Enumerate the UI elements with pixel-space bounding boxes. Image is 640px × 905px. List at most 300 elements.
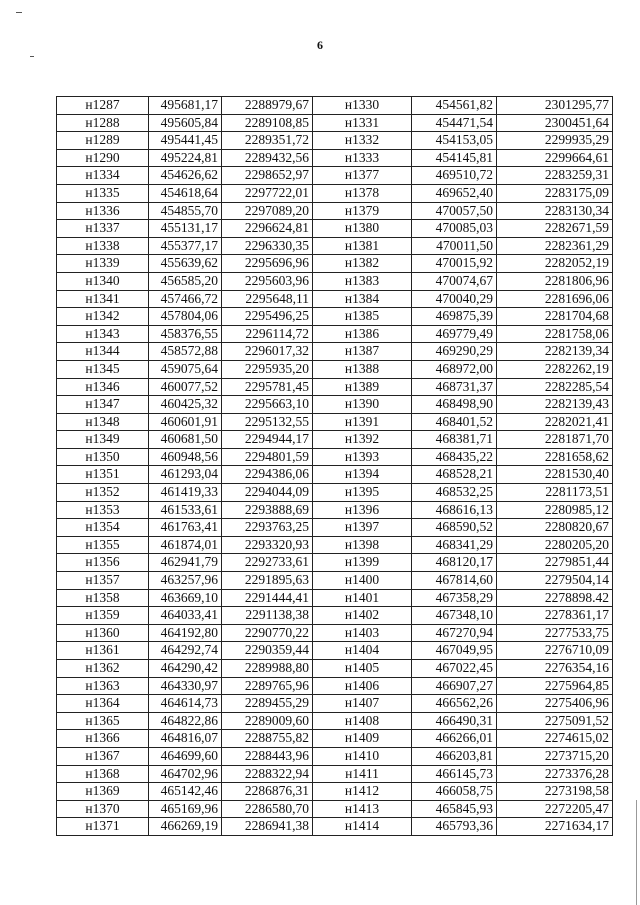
point-name-cell: н1343 [57, 325, 149, 343]
y-coordinate-cell: 2295603,96 [222, 272, 313, 290]
x-coordinate-cell: 467358,29 [412, 589, 497, 607]
x-coordinate-cell: 468435,22 [412, 448, 497, 466]
table-row [57, 132, 613, 150]
x-coordinate-cell: 464192,80 [149, 624, 222, 642]
y-coordinate-cell: 2290770,22 [222, 624, 313, 642]
point-name-cell: н1378 [313, 184, 412, 202]
point-name-cell: н1388 [313, 360, 412, 378]
point-name-cell: н1391 [313, 413, 412, 431]
x-coordinate-cell: 465169,96 [149, 800, 222, 818]
table-row [57, 149, 613, 167]
x-coordinate-cell: 454153,05 [412, 132, 497, 150]
point-name-cell: н1290 [57, 149, 149, 167]
x-coordinate-cell: 470040,29 [412, 290, 497, 308]
x-coordinate-cell: 455639,62 [149, 255, 222, 273]
y-coordinate-cell: 2281806,96 [497, 272, 613, 290]
x-coordinate-cell: 467270,94 [412, 624, 497, 642]
x-coordinate-cell: 458376,55 [149, 325, 222, 343]
x-coordinate-cell: 468972,00 [412, 360, 497, 378]
table-row [57, 272, 613, 290]
y-coordinate-cell: 2289432,56 [222, 149, 313, 167]
y-coordinate-cell: 2271634,17 [497, 818, 613, 836]
y-coordinate-cell: 2299935,29 [497, 132, 613, 150]
y-coordinate-cell: 2282139,34 [497, 343, 613, 361]
y-coordinate-cell: 2282262,19 [497, 360, 613, 378]
point-name-cell: н1331 [313, 114, 412, 132]
x-coordinate-cell: 464330,97 [149, 677, 222, 695]
y-coordinate-cell: 2294944,17 [222, 431, 313, 449]
y-coordinate-cell: 2295781,45 [222, 378, 313, 396]
y-coordinate-cell: 2273198,58 [497, 783, 613, 801]
y-coordinate-cell: 2276710,09 [497, 642, 613, 660]
x-coordinate-cell: 466266,01 [412, 730, 497, 748]
table-row [57, 220, 613, 238]
y-coordinate-cell: 2273715,20 [497, 747, 613, 765]
x-coordinate-cell: 495681,17 [149, 97, 222, 115]
x-coordinate-cell: 468401,52 [412, 413, 497, 431]
point-name-cell: н1393 [313, 448, 412, 466]
y-coordinate-cell: 2276354,16 [497, 660, 613, 678]
point-name-cell: н1344 [57, 343, 149, 361]
point-name-cell: н1410 [313, 747, 412, 765]
x-coordinate-cell: 455131,17 [149, 220, 222, 238]
point-name-cell: н1381 [313, 237, 412, 255]
x-coordinate-cell: 468498,90 [412, 396, 497, 414]
y-coordinate-cell: 2293888,69 [222, 501, 313, 519]
y-coordinate-cell: 2296330,35 [222, 237, 313, 255]
x-coordinate-cell: 461293,04 [149, 466, 222, 484]
x-coordinate-cell: 464292,74 [149, 642, 222, 660]
y-coordinate-cell: 2296114,72 [222, 325, 313, 343]
y-coordinate-cell: 2281758,06 [497, 325, 613, 343]
table-row [57, 818, 613, 836]
x-coordinate-cell: 470074,67 [412, 272, 497, 290]
x-coordinate-cell: 464702,96 [149, 765, 222, 783]
y-coordinate-cell: 2273376,28 [497, 765, 613, 783]
point-name-cell: н1397 [313, 519, 412, 537]
x-coordinate-cell: 457804,06 [149, 308, 222, 326]
x-coordinate-cell: 463257,96 [149, 572, 222, 590]
y-coordinate-cell: 2279851,44 [497, 554, 613, 572]
y-coordinate-cell: 2297089,20 [222, 202, 313, 220]
x-coordinate-cell: 469652,40 [412, 184, 497, 202]
point-name-cell: н1349 [57, 431, 149, 449]
x-coordinate-cell: 464816,07 [149, 730, 222, 748]
x-coordinate-cell: 469779,49 [412, 325, 497, 343]
point-name-cell: н1364 [57, 695, 149, 713]
x-coordinate-cell: 465793,36 [412, 818, 497, 836]
y-coordinate-cell: 2289455,29 [222, 695, 313, 713]
table-row [57, 783, 613, 801]
x-coordinate-cell: 454471,54 [412, 114, 497, 132]
x-coordinate-cell: 460425,32 [149, 396, 222, 414]
x-coordinate-cell: 456585,20 [149, 272, 222, 290]
x-coordinate-cell: 469875,39 [412, 308, 497, 326]
x-coordinate-cell: 457466,72 [149, 290, 222, 308]
x-coordinate-cell: 495224,81 [149, 149, 222, 167]
y-coordinate-cell: 2295663,10 [222, 396, 313, 414]
y-coordinate-cell: 2286941,38 [222, 818, 313, 836]
scan-artifact-mark [16, 12, 22, 13]
x-coordinate-cell: 469290,29 [412, 343, 497, 361]
y-coordinate-cell: 2275091,52 [497, 712, 613, 730]
y-coordinate-cell: 2289351,72 [222, 132, 313, 150]
y-coordinate-cell: 2281173,51 [497, 484, 613, 502]
table-row [57, 97, 613, 115]
point-name-cell: н1369 [57, 783, 149, 801]
y-coordinate-cell: 2289988,80 [222, 660, 313, 678]
point-name-cell: н1390 [313, 396, 412, 414]
x-coordinate-cell: 470015,92 [412, 255, 497, 273]
point-name-cell: н1370 [57, 800, 149, 818]
y-coordinate-cell: 2296624,81 [222, 220, 313, 238]
x-coordinate-cell: 470057,50 [412, 202, 497, 220]
x-coordinate-cell: 467348,10 [412, 607, 497, 625]
y-coordinate-cell: 2277533,75 [497, 624, 613, 642]
point-name-cell: н1371 [57, 818, 149, 836]
y-coordinate-cell: 2286876,31 [222, 783, 313, 801]
x-coordinate-cell: 454618,64 [149, 184, 222, 202]
point-name-cell: н1403 [313, 624, 412, 642]
point-name-cell: н1412 [313, 783, 412, 801]
point-name-cell: н1368 [57, 765, 149, 783]
point-name-cell: н1394 [313, 466, 412, 484]
point-name-cell: н1335 [57, 184, 149, 202]
point-name-cell: н1358 [57, 589, 149, 607]
x-coordinate-cell: 465142,46 [149, 783, 222, 801]
point-name-cell: н1345 [57, 360, 149, 378]
point-name-cell: н1414 [313, 818, 412, 836]
table-row [57, 202, 613, 220]
point-name-cell: н1288 [57, 114, 149, 132]
y-coordinate-cell: 2280820,67 [497, 519, 613, 537]
scan-artifact-mark [30, 56, 34, 57]
table-row [57, 484, 613, 502]
point-name-cell: н1347 [57, 396, 149, 414]
scan-edge-line [636, 800, 637, 905]
point-name-cell: н1387 [313, 343, 412, 361]
point-name-cell: н1361 [57, 642, 149, 660]
table-row [57, 589, 613, 607]
table-row [57, 378, 613, 396]
x-coordinate-cell: 454626,62 [149, 167, 222, 185]
x-coordinate-cell: 460681,50 [149, 431, 222, 449]
y-coordinate-cell: 2291138,38 [222, 607, 313, 625]
y-coordinate-cell: 2283130,34 [497, 202, 613, 220]
point-name-cell: н1404 [313, 642, 412, 660]
table-row [57, 413, 613, 431]
table-row [57, 290, 613, 308]
table-row [57, 308, 613, 326]
y-coordinate-cell: 2278361,17 [497, 607, 613, 625]
x-coordinate-cell: 470011,50 [412, 237, 497, 255]
y-coordinate-cell: 2295696,96 [222, 255, 313, 273]
x-coordinate-cell: 464822,86 [149, 712, 222, 730]
y-coordinate-cell: 2291895,63 [222, 572, 313, 590]
table-row [57, 255, 613, 273]
point-name-cell: н1357 [57, 572, 149, 590]
point-name-cell: н1400 [313, 572, 412, 590]
table-row [57, 360, 613, 378]
y-coordinate-cell: 2286580,70 [222, 800, 313, 818]
y-coordinate-cell: 2275964,85 [497, 677, 613, 695]
y-coordinate-cell: 2296017,32 [222, 343, 313, 361]
y-coordinate-cell: 2288322,94 [222, 765, 313, 783]
point-name-cell: н1363 [57, 677, 149, 695]
y-coordinate-cell: 2290359,44 [222, 642, 313, 660]
y-coordinate-cell: 2278898.42 [497, 589, 613, 607]
y-coordinate-cell: 2295132,55 [222, 413, 313, 431]
table-row [57, 114, 613, 132]
point-name-cell: н1339 [57, 255, 149, 273]
x-coordinate-cell: 468528,21 [412, 466, 497, 484]
x-coordinate-cell: 468341,29 [412, 536, 497, 554]
coordinates-table [56, 96, 613, 836]
table-row [57, 554, 613, 572]
point-name-cell: н1351 [57, 466, 149, 484]
point-name-cell: н1384 [313, 290, 412, 308]
point-name-cell: н1355 [57, 536, 149, 554]
y-coordinate-cell: 2281871,70 [497, 431, 613, 449]
y-coordinate-cell: 2282671,59 [497, 220, 613, 238]
point-name-cell: н1408 [313, 712, 412, 730]
point-name-cell: н1342 [57, 308, 149, 326]
y-coordinate-cell: 2281658,62 [497, 448, 613, 466]
y-coordinate-cell: 2298652,97 [222, 167, 313, 185]
x-coordinate-cell: 495441,45 [149, 132, 222, 150]
x-coordinate-cell: 461533,61 [149, 501, 222, 519]
y-coordinate-cell: 2272205,47 [497, 800, 613, 818]
y-coordinate-cell: 2294044,09 [222, 484, 313, 502]
point-name-cell: н1399 [313, 554, 412, 572]
table-row [57, 167, 613, 185]
x-coordinate-cell: 467814,60 [412, 572, 497, 590]
y-coordinate-cell: 2281704,68 [497, 308, 613, 326]
x-coordinate-cell: 461763,41 [149, 519, 222, 537]
x-coordinate-cell: 464290,42 [149, 660, 222, 678]
x-coordinate-cell: 468532,25 [412, 484, 497, 502]
point-name-cell: н1334 [57, 167, 149, 185]
table-row [57, 800, 613, 818]
table-row [57, 325, 613, 343]
y-coordinate-cell: 2280205,20 [497, 536, 613, 554]
y-coordinate-cell: 2283259,31 [497, 167, 613, 185]
x-coordinate-cell: 461874,01 [149, 536, 222, 554]
point-name-cell: н1392 [313, 431, 412, 449]
point-name-cell: н1366 [57, 730, 149, 748]
table-row [57, 624, 613, 642]
table-row [57, 712, 613, 730]
point-name-cell: н1365 [57, 712, 149, 730]
y-coordinate-cell: 2301295,77 [497, 97, 613, 115]
y-coordinate-cell: 2282285,54 [497, 378, 613, 396]
point-name-cell: н1354 [57, 519, 149, 537]
table-row [57, 747, 613, 765]
point-name-cell: н1353 [57, 501, 149, 519]
x-coordinate-cell: 455377,17 [149, 237, 222, 255]
y-coordinate-cell: 2295935,20 [222, 360, 313, 378]
x-coordinate-cell: 462941,79 [149, 554, 222, 572]
point-name-cell: н1333 [313, 149, 412, 167]
y-coordinate-cell: 2292733,61 [222, 554, 313, 572]
y-coordinate-cell: 2280985,12 [497, 501, 613, 519]
x-coordinate-cell: 467022,45 [412, 660, 497, 678]
y-coordinate-cell: 2281530,40 [497, 466, 613, 484]
x-coordinate-cell: 468381,71 [412, 431, 497, 449]
x-coordinate-cell: 469510,72 [412, 167, 497, 185]
y-coordinate-cell: 2294386,06 [222, 466, 313, 484]
table-row [57, 695, 613, 713]
point-name-cell: н1352 [57, 484, 149, 502]
point-name-cell: н1380 [313, 220, 412, 238]
x-coordinate-cell: 468616,13 [412, 501, 497, 519]
y-coordinate-cell: 2289765,96 [222, 677, 313, 695]
point-name-cell: н1401 [313, 589, 412, 607]
x-coordinate-cell: 464699,60 [149, 747, 222, 765]
coordinates-table-body [57, 97, 613, 836]
x-coordinate-cell: 459075,64 [149, 360, 222, 378]
point-name-cell: н1386 [313, 325, 412, 343]
x-coordinate-cell: 468590,52 [412, 519, 497, 537]
point-name-cell: н1348 [57, 413, 149, 431]
x-coordinate-cell: 454145,81 [412, 149, 497, 167]
y-coordinate-cell: 2289108,85 [222, 114, 313, 132]
x-coordinate-cell: 466490,31 [412, 712, 497, 730]
table-row [57, 448, 613, 466]
x-coordinate-cell: 465845,93 [412, 800, 497, 818]
y-coordinate-cell: 2300451,64 [497, 114, 613, 132]
point-name-cell: н1409 [313, 730, 412, 748]
table-row [57, 677, 613, 695]
x-coordinate-cell: 461419,33 [149, 484, 222, 502]
point-name-cell: н1395 [313, 484, 412, 502]
y-coordinate-cell: 2275406,96 [497, 695, 613, 713]
point-name-cell: н1337 [57, 220, 149, 238]
y-coordinate-cell: 2281696,06 [497, 290, 613, 308]
table-row [57, 466, 613, 484]
y-coordinate-cell: 2282021,41 [497, 413, 613, 431]
y-coordinate-cell: 2294801,59 [222, 448, 313, 466]
point-name-cell: н1359 [57, 607, 149, 625]
y-coordinate-cell: 2288443,96 [222, 747, 313, 765]
point-name-cell: н1413 [313, 800, 412, 818]
x-coordinate-cell: 454561,82 [412, 97, 497, 115]
table-row [57, 660, 613, 678]
y-coordinate-cell: 2293320,93 [222, 536, 313, 554]
point-name-cell: н1379 [313, 202, 412, 220]
y-coordinate-cell: 2297722,01 [222, 184, 313, 202]
point-name-cell: н1356 [57, 554, 149, 572]
point-name-cell: н1407 [313, 695, 412, 713]
x-coordinate-cell: 466058,75 [412, 783, 497, 801]
x-coordinate-cell: 468731,37 [412, 378, 497, 396]
table-row [57, 184, 613, 202]
x-coordinate-cell: 467049,95 [412, 642, 497, 660]
y-coordinate-cell: 2289009,60 [222, 712, 313, 730]
point-name-cell: н1332 [313, 132, 412, 150]
table-row [57, 519, 613, 537]
point-name-cell: н1402 [313, 607, 412, 625]
table-row [57, 536, 613, 554]
point-name-cell: н1382 [313, 255, 412, 273]
x-coordinate-cell: 458572,88 [149, 343, 222, 361]
y-coordinate-cell: 2295648,11 [222, 290, 313, 308]
table-row [57, 431, 613, 449]
y-coordinate-cell: 2283175,09 [497, 184, 613, 202]
y-coordinate-cell: 2282052,19 [497, 255, 613, 273]
x-coordinate-cell: 466562,26 [412, 695, 497, 713]
point-name-cell: н1383 [313, 272, 412, 290]
x-coordinate-cell: 466907,27 [412, 677, 497, 695]
y-coordinate-cell: 2274615,02 [497, 730, 613, 748]
point-name-cell: н1398 [313, 536, 412, 554]
x-coordinate-cell: 466203,81 [412, 747, 497, 765]
point-name-cell: н1385 [313, 308, 412, 326]
point-name-cell: н1350 [57, 448, 149, 466]
point-name-cell: н1330 [313, 97, 412, 115]
point-name-cell: н1411 [313, 765, 412, 783]
y-coordinate-cell: 2295496,25 [222, 308, 313, 326]
x-coordinate-cell: 464033,41 [149, 607, 222, 625]
y-coordinate-cell: 2291444,41 [222, 589, 313, 607]
point-name-cell: н1389 [313, 378, 412, 396]
point-name-cell: н1287 [57, 97, 149, 115]
point-name-cell: н1362 [57, 660, 149, 678]
table-row [57, 607, 613, 625]
table-row [57, 237, 613, 255]
y-coordinate-cell: 2282361,29 [497, 237, 613, 255]
y-coordinate-cell: 2279504,14 [497, 572, 613, 590]
table-row [57, 501, 613, 519]
point-name-cell: н1405 [313, 660, 412, 678]
point-name-cell: н1341 [57, 290, 149, 308]
x-coordinate-cell: 466269,19 [149, 818, 222, 836]
x-coordinate-cell: 495605,84 [149, 114, 222, 132]
point-name-cell: н1340 [57, 272, 149, 290]
y-coordinate-cell: 2288979,67 [222, 97, 313, 115]
table-row [57, 642, 613, 660]
y-coordinate-cell: 2299664,61 [497, 149, 613, 167]
page-number: 6 [317, 38, 323, 52]
x-coordinate-cell: 460948,56 [149, 448, 222, 466]
point-name-cell: н1360 [57, 624, 149, 642]
point-name-cell: н1289 [57, 132, 149, 150]
point-name-cell: н1396 [313, 501, 412, 519]
point-name-cell: н1346 [57, 378, 149, 396]
point-name-cell: н1377 [313, 167, 412, 185]
table-row [57, 765, 613, 783]
y-coordinate-cell: 2293763,25 [222, 519, 313, 537]
y-coordinate-cell: 2282139,43 [497, 396, 613, 414]
y-coordinate-cell: 2288755,82 [222, 730, 313, 748]
point-name-cell: н1336 [57, 202, 149, 220]
table-row [57, 396, 613, 414]
point-name-cell: н1367 [57, 747, 149, 765]
x-coordinate-cell: 464614,73 [149, 695, 222, 713]
x-coordinate-cell: 466145,73 [412, 765, 497, 783]
table-row [57, 730, 613, 748]
point-name-cell: н1338 [57, 237, 149, 255]
x-coordinate-cell: 460601,91 [149, 413, 222, 431]
x-coordinate-cell: 460077,52 [149, 378, 222, 396]
x-coordinate-cell: 463669,10 [149, 589, 222, 607]
x-coordinate-cell: 454855,70 [149, 202, 222, 220]
point-name-cell: н1406 [313, 677, 412, 695]
table-row [57, 572, 613, 590]
x-coordinate-cell: 468120,17 [412, 554, 497, 572]
table-row [57, 343, 613, 361]
x-coordinate-cell: 470085,03 [412, 220, 497, 238]
